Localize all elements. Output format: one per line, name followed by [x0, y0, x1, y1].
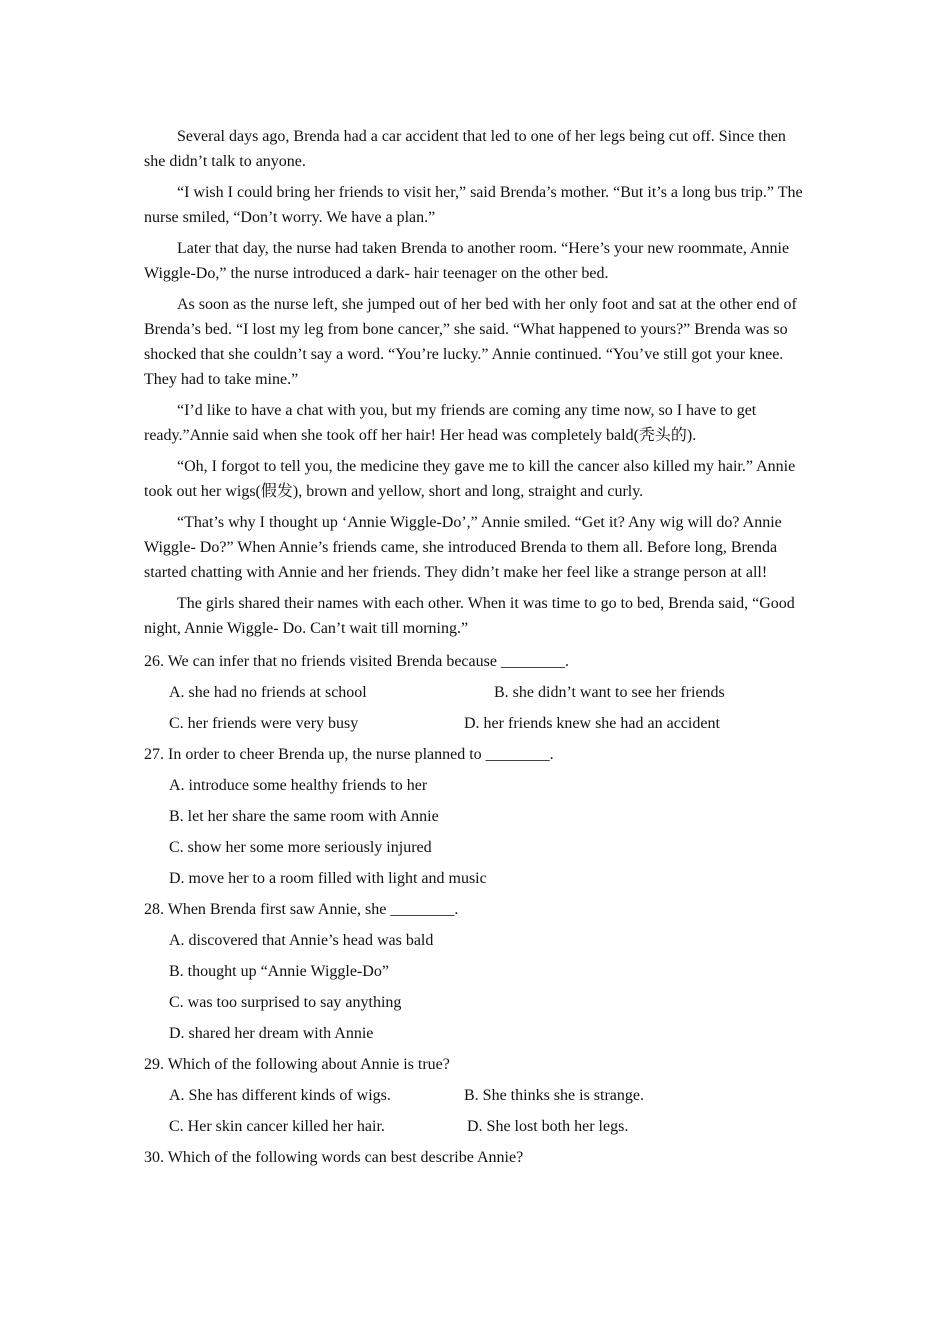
- question-26-option-a: A. she had no friends at school: [169, 684, 367, 701]
- question-30-stem: 30. Which of the following words can best describe Annie?: [144, 1149, 524, 1166]
- question-28-option-a: A. discovered that Annie’s head was bald: [169, 932, 434, 949]
- question-27-stem: 27. In order to cheer Brenda up, the nurse planned to ________.: [144, 746, 554, 763]
- question-29-stem: 29. Which of the following about Annie is true?: [144, 1056, 450, 1073]
- question-27-option-b: B. let her share the same room with Annie: [169, 808, 439, 825]
- question-26-option-d: D. her friends knew she had an accident: [464, 715, 720, 732]
- question-26-option-b: B. she didn’t want to see her friends: [494, 684, 725, 701]
- question-26-option-c: C. her friends were very busy: [169, 715, 359, 732]
- passage-paragraph-6: “Oh, I forgot to tell you, the medicine they gave me to kill the cancer also killed my hair.” Annie took out her wigs(假发), brown and yellow, short and long, straight and curly.: [144, 458, 796, 500]
- question-28-option-b: B. thought up “Annie Wiggle-Do”: [169, 963, 389, 980]
- question-29-option-d: D. She lost both her legs.: [467, 1118, 629, 1135]
- question-29-option-a: A. She has different kinds of wigs.: [169, 1087, 391, 1104]
- passage-paragraph-8: The girls shared their names with each other. When it was time to go to bed, Brenda said, “Good night, Annie Wiggle- Do. Can’t wait till morning.”: [144, 595, 795, 637]
- question-27-option-c: C. show her some more seriously injured: [169, 839, 432, 856]
- question-26-options-row-2: [144, 711, 808, 736]
- passage-paragraph-3: Later that day, the nurse had taken Brenda to another room. “Here’s your new roommate, Annie Wiggle-Do,” the nurse introduced a dark- hair teenager on the other bed.: [144, 240, 790, 282]
- passage-paragraph-2: “I wish I could bring her friends to visit her,” said Brenda’s mother. “But it’s a long bus trip.” The nurse smiled, “Don’t worry. We have a plan.”: [144, 184, 803, 226]
- passage-paragraph-1: Several days ago, Brenda had a car accident that led to one of her legs being cut off. Since then she didn’t talk to anyone.: [144, 128, 786, 170]
- question-29-options-row-1: [144, 1083, 808, 1108]
- question-27-option-d: D. move her to a room filled with light and music: [169, 870, 487, 887]
- question-29-option-b: B. She thinks she is strange.: [464, 1087, 644, 1104]
- passage-paragraph-4: As soon as the nurse left, she jumped out of her bed with her only foot and sat at the other end of Brenda’s bed. “I lost my leg from bone cancer,” she said. “What happened to yours?” Brenda was so shocked that she couldn’t say a word. “You’re lucky.” Annie continued. “You’ve still got your knee. They had to take mine.”: [144, 296, 797, 388]
- question-29-option-c: C. Her skin cancer killed her hair.: [169, 1118, 385, 1135]
- document-page: [144, 124, 808, 1176]
- question-28-stem: 28. When Brenda first saw Annie, she ________.: [144, 901, 459, 918]
- passage-paragraph-5: “I’d like to have a chat with you, but my friends are coming any time now, so I have to get ready.”Annie said when she took off her hair! Her head was completely bald(秃头的).: [144, 402, 757, 444]
- question-26-options-row-1: [144, 680, 808, 705]
- question-28-option-c: C. was too surprised to say anything: [169, 994, 402, 1011]
- passage-paragraph-7: “That’s why I thought up ‘Annie Wiggle-Do’,” Annie smiled. “Get it? Any wig will do? Annie Wiggle- Do?” When Annie’s friends came, she introduced Brenda to them all. Before long, Brenda started chatting with Annie and her friends. They didn’t make her feel like a strange person at all!: [144, 514, 782, 581]
- question-27-option-a: A. introduce some healthy friends to her: [169, 777, 428, 794]
- question-29-options-row-2: [144, 1114, 808, 1139]
- question-28-option-d: D. shared her dream with Annie: [169, 1025, 374, 1042]
- question-26-stem: 26. We can infer that no friends visited Brenda because ________.: [144, 653, 569, 670]
